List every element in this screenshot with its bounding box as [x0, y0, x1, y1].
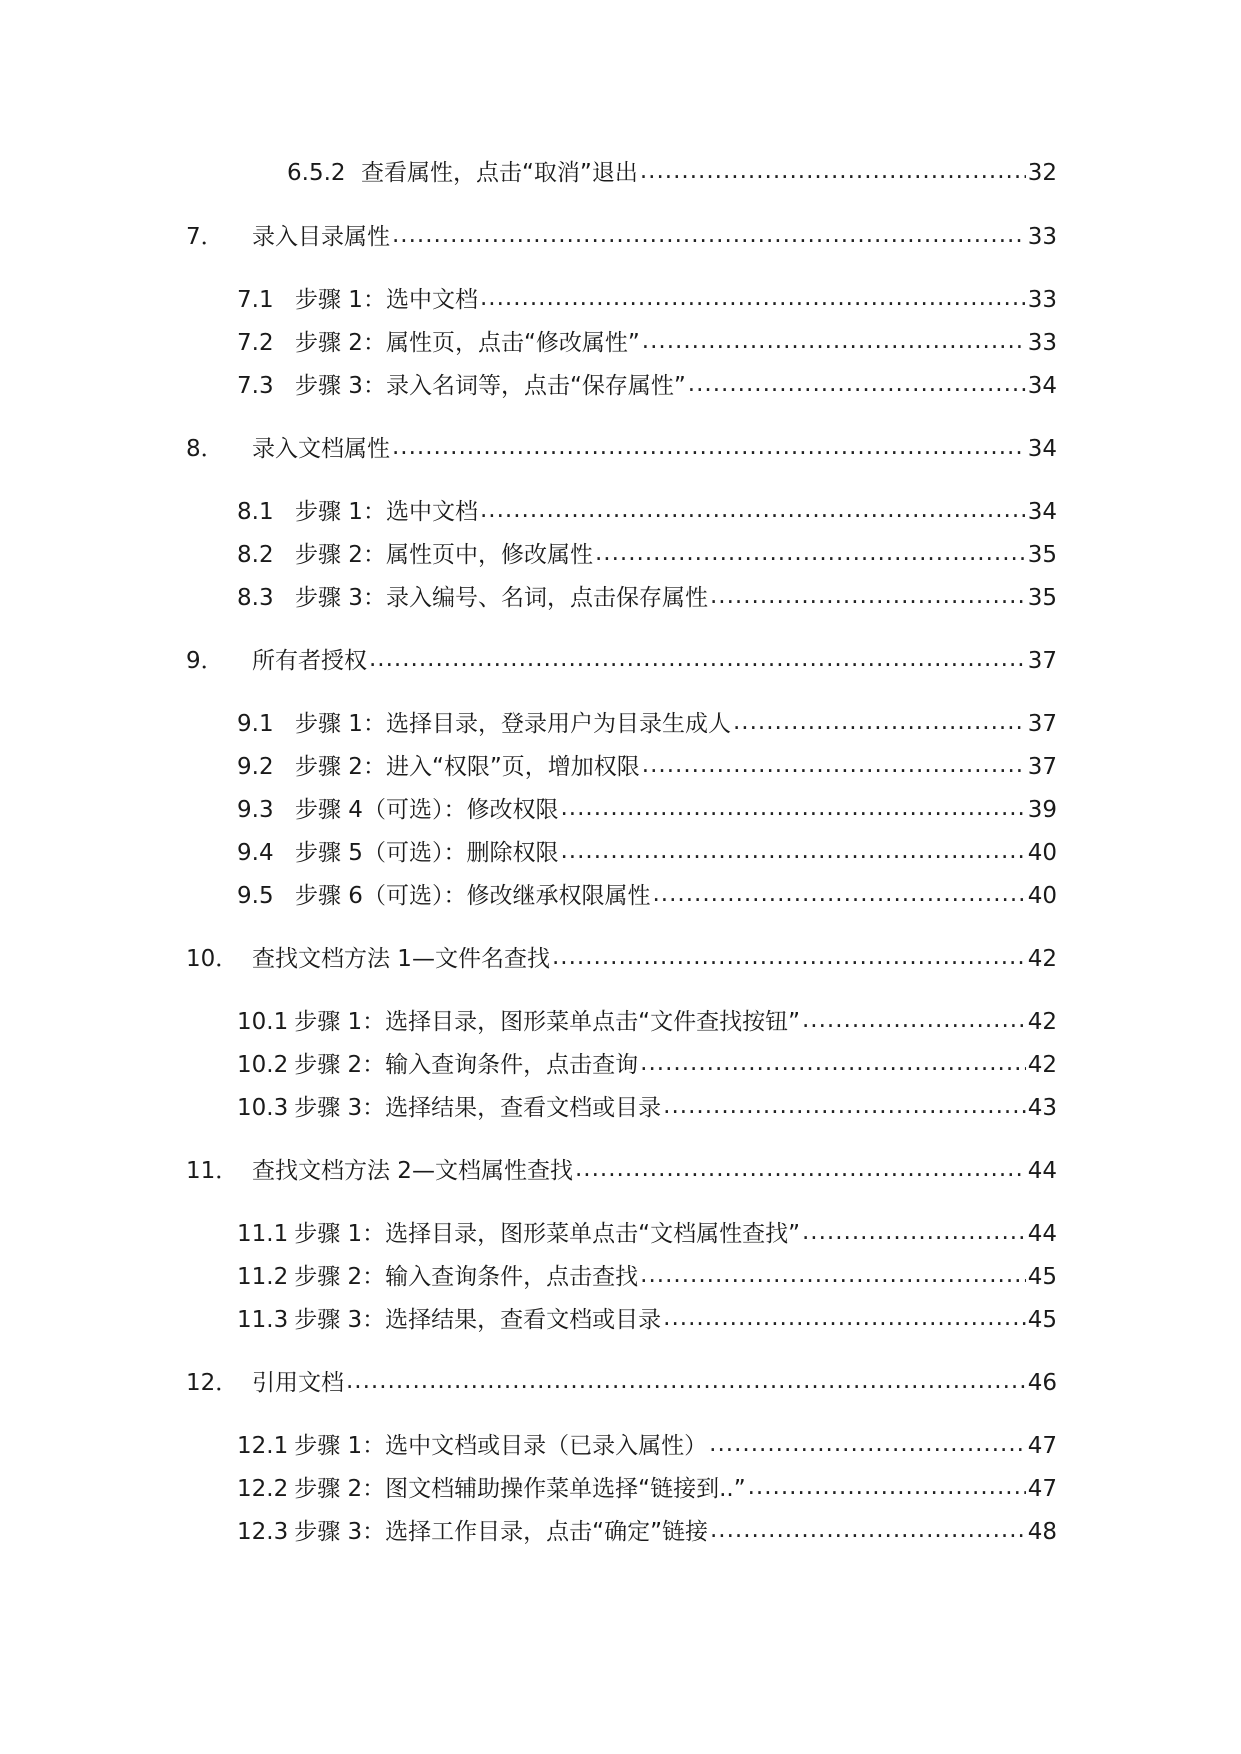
toc-page-number: 40 [1027, 883, 1057, 909]
toc-page-number: 44 [1027, 1158, 1057, 1184]
toc-number: 10.3 [237, 1095, 289, 1121]
toc-number: 10.1 [237, 1009, 289, 1035]
toc-entry-12-3[interactable] [237, 1517, 1057, 1547]
toc-leader [480, 495, 1026, 525]
toc-number: 12.3 [237, 1519, 289, 1545]
toc-entry-6-5-2[interactable] [287, 158, 1057, 188]
toc-number: 11.1 [237, 1221, 289, 1247]
toc-leader [392, 220, 1026, 250]
toc-page-number: 44 [1027, 1221, 1057, 1247]
toc-entry-8-2[interactable] [237, 540, 1057, 570]
toc-entry-9-4[interactable] [237, 838, 1057, 868]
toc-number: 8.1 [237, 499, 274, 525]
toc-entry-12[interactable] [186, 1368, 1057, 1398]
toc-leader [802, 1217, 1026, 1247]
toc-leader [663, 1091, 1026, 1121]
toc-number: 9.2 [237, 754, 274, 780]
toc-title: 步骤 1：选择目录，图形菜单点击“文件查找按钮” [294, 1009, 800, 1035]
toc-leader [688, 369, 1026, 399]
toc-title: 步骤 3：选择结果，查看文档或目录 [294, 1095, 662, 1121]
toc-title: 步骤 1：选中文档 [295, 499, 478, 525]
toc-page-number: 35 [1027, 585, 1057, 611]
toc-page-number: 47 [1027, 1433, 1057, 1459]
toc-entry-12-1[interactable] [237, 1431, 1057, 1461]
toc-title: 步骤 1：选中文档 [295, 287, 478, 313]
toc-title: 步骤 1：选中文档或目录（已录入属性） [294, 1433, 708, 1459]
toc-number: 9.3 [237, 797, 274, 823]
toc-entry-12-2[interactable] [237, 1474, 1057, 1504]
toc-leader [480, 283, 1026, 313]
toc-title: 步骤 3：选择结果，查看文档或目录 [294, 1307, 662, 1333]
toc-page-number: 37 [1027, 648, 1057, 674]
toc-number: 7． [186, 224, 224, 250]
toc-entry-10-2[interactable] [237, 1050, 1057, 1080]
toc-leader [369, 644, 1026, 674]
toc-number: 8． [186, 436, 224, 462]
toc-page-number: 33 [1027, 330, 1057, 356]
toc-entry-7-1[interactable] [237, 285, 1057, 315]
toc-title: 录入目录属性 [252, 224, 390, 250]
toc-leader [640, 156, 1026, 186]
toc-leader [652, 879, 1025, 909]
toc-number: 10． [186, 946, 239, 972]
toc-number: 9.5 [237, 883, 274, 909]
toc-leader [748, 1472, 1026, 1502]
toc-leader [733, 707, 1026, 737]
toc-page-number: 42 [1027, 1009, 1057, 1035]
toc-title: 步骤 2：进入“权限”页，增加权限 [295, 754, 640, 780]
toc-page-number: 45 [1027, 1307, 1057, 1333]
toc-title: 步骤 2：图文档辅助操作菜单选择“链接到..” [294, 1476, 746, 1502]
toc-page-number: 34 [1027, 436, 1057, 462]
toc-page-number: 39 [1027, 797, 1057, 823]
toc-title: 步骤 2：属性页中，修改属性 [295, 542, 593, 568]
toc-leader [709, 1429, 1026, 1459]
toc-page-number: 37 [1027, 754, 1057, 780]
toc-entry-11-3[interactable] [237, 1305, 1057, 1335]
toc-title: 步骤 3：录入名词等，点击“保存属性” [295, 373, 686, 399]
toc-number: 11.3 [237, 1307, 289, 1333]
toc-leader [663, 1303, 1026, 1333]
toc-leader [642, 750, 1026, 780]
toc-number: 8.2 [237, 542, 274, 568]
toc-page-number: 32 [1027, 160, 1057, 186]
toc-title: 查找文档方法 1—文件名查找 [252, 946, 550, 972]
toc-page-number: 35 [1027, 542, 1057, 568]
toc-leader [642, 326, 1026, 356]
toc-leader [710, 1515, 1026, 1545]
toc-leader [392, 432, 1026, 462]
toc-number: 12.1 [237, 1433, 289, 1459]
toc-number: 10.2 [237, 1052, 289, 1078]
toc-title: 步骤 1：选择目录，图形菜单点击“文档属性查找” [294, 1221, 800, 1247]
toc-number: 7.3 [237, 373, 274, 399]
toc-number: 9． [186, 648, 224, 674]
toc-leader [560, 836, 1025, 866]
toc-page-number: 33 [1027, 287, 1057, 313]
toc-page-number: 43 [1027, 1095, 1057, 1121]
toc-entry-10-1[interactable] [237, 1007, 1057, 1037]
toc-entry-11-2[interactable] [237, 1262, 1057, 1292]
toc-page-number: 46 [1027, 1370, 1057, 1396]
toc-title: 所有者授权 [252, 648, 367, 674]
toc-title: 步骤 1：选择目录，登录用户为目录生成人 [295, 711, 731, 737]
toc-number: 12． [186, 1370, 239, 1396]
toc-entry-9-2[interactable] [237, 752, 1057, 782]
toc-page-number: 47 [1027, 1476, 1057, 1502]
toc-entry-9[interactable] [186, 646, 1057, 676]
toc-entry-10-3[interactable] [237, 1093, 1057, 1123]
toc-entry-8[interactable] [186, 434, 1057, 464]
toc-entry-7[interactable] [186, 222, 1057, 252]
toc-title: 录入文档属性 [252, 436, 390, 462]
toc-number: 7.1 [237, 287, 274, 313]
toc-title: 步骤 5（可选）：删除权限 [295, 840, 559, 866]
toc-number: 11.2 [237, 1264, 289, 1290]
toc-leader [802, 1005, 1026, 1035]
toc-page-number: 42 [1027, 1052, 1057, 1078]
toc-page-number: 48 [1027, 1519, 1057, 1545]
toc-entry-10[interactable] [186, 944, 1057, 974]
toc-page-number: 33 [1027, 224, 1057, 250]
toc-leader [346, 1366, 1026, 1396]
toc-leader [640, 1048, 1026, 1078]
toc-entry-11-1[interactable] [237, 1219, 1057, 1249]
toc-title: 步骤 2：输入查询条件，点击查询 [294, 1052, 639, 1078]
toc-page-number: 34 [1027, 499, 1057, 525]
toc-number: 9.1 [237, 711, 274, 737]
toc-leader [710, 581, 1026, 611]
toc-page-number: 45 [1027, 1264, 1057, 1290]
toc-number: 7.2 [237, 330, 274, 356]
toc-page-number: 37 [1027, 711, 1057, 737]
toc-entry-9-3[interactable] [237, 795, 1057, 825]
toc-number: 12.2 [237, 1476, 289, 1502]
toc-title: 查看属性，点击“取消”退出 [361, 160, 638, 186]
toc-number: 8.3 [237, 585, 274, 611]
toc-entry-9-5[interactable] [237, 881, 1057, 911]
toc-title: 步骤 2：属性页，点击“修改属性” [295, 330, 640, 356]
toc-entry-7-3[interactable] [237, 371, 1057, 401]
toc-title: 步骤 4（可选）：修改权限 [295, 797, 559, 823]
toc-leader [552, 942, 1026, 972]
toc-leader [560, 793, 1025, 823]
toc-entry-11[interactable] [186, 1156, 1057, 1186]
toc-title: 步骤 2：输入查询条件，点击查找 [294, 1264, 639, 1290]
toc-leader [640, 1260, 1026, 1290]
toc-title: 查找文档方法 2—文档属性查找 [252, 1158, 573, 1184]
toc-page-number: 34 [1027, 373, 1057, 399]
toc-number: 6.5.2 [287, 160, 346, 186]
toc-entry-7-2[interactable] [237, 328, 1057, 358]
toc-title: 步骤 6（可选）：修改继承权限属性 [295, 883, 651, 909]
toc-entry-9-1[interactable] [237, 709, 1057, 739]
toc-title: 引用文档 [252, 1370, 344, 1396]
toc-leader [575, 1154, 1026, 1184]
toc-leader [595, 538, 1026, 568]
toc-number: 9.4 [237, 840, 274, 866]
toc-entry-8-3[interactable] [237, 583, 1057, 613]
toc-entry-8-1[interactable] [237, 497, 1057, 527]
toc-page-number: 42 [1027, 946, 1057, 972]
toc-number: 11． [186, 1158, 239, 1184]
toc-title: 步骤 3：选择工作目录，点击“确定”链接 [294, 1519, 708, 1545]
toc-page-number: 40 [1027, 840, 1057, 866]
toc-title: 步骤 3：录入编号、名词，点击保存属性 [295, 585, 708, 611]
